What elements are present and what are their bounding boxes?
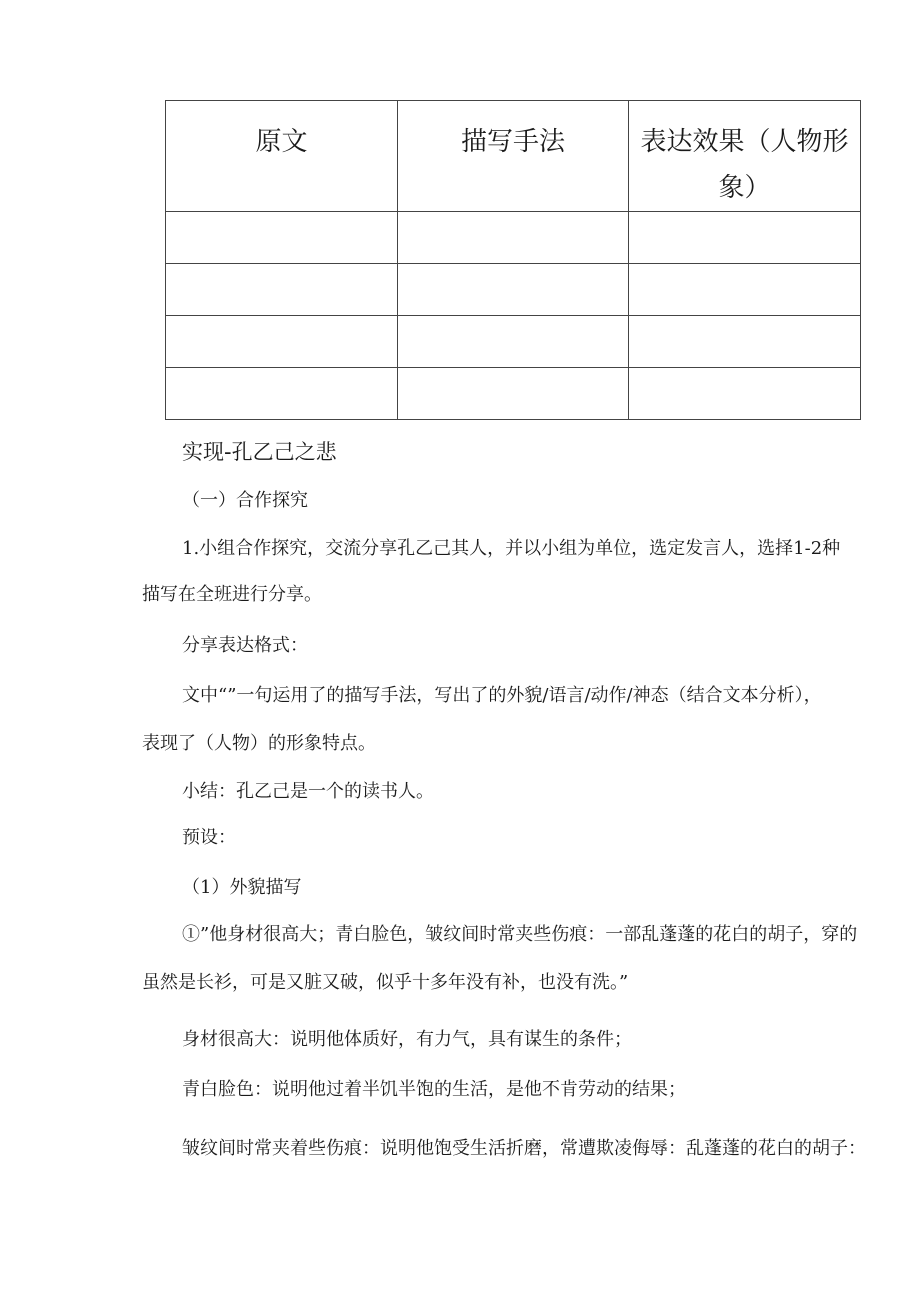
quote-line2: 虽然是长衫，可是又脏又破，似乎十多年没有补，也没有洗。”	[142, 972, 629, 993]
analysis-line1: 身材很高大：说明他体质好，有力气，具有谋生的条件；	[182, 1029, 632, 1050]
analysis-table	[165, 100, 861, 420]
summary-text: 小结：孔乙己是一个的读书人。	[182, 781, 434, 802]
format-text-line1: 文中“”一句运用了的描写手法，写出了的外貌/语言/动作/神态（结合文本分析），	[182, 685, 822, 706]
quote-line1: ①”他身材很高大；青白脸色，皱纹间时常夹些伤痕：一部乱蓬蓬的花白的胡子，穿的	[182, 924, 858, 945]
table-row	[166, 264, 861, 316]
table-row	[166, 316, 861, 368]
section-title: 实现-孔乙己之悲	[182, 440, 337, 464]
table-cell[interactable]	[629, 368, 861, 420]
table-cell[interactable]	[398, 212, 629, 264]
header-original-text: 原文	[166, 101, 398, 212]
appearance-heading: （1）外貌描写	[182, 877, 302, 898]
table-cell[interactable]	[166, 316, 398, 368]
task-text-line2: 描写在全班进行分享。	[142, 584, 322, 605]
table-cell[interactable]	[398, 316, 629, 368]
table-cell[interactable]	[398, 264, 629, 316]
header-effect: 表达效果（人物形象）	[629, 101, 861, 212]
format-label: 分享表达格式：	[182, 635, 308, 656]
table-cell[interactable]	[166, 212, 398, 264]
table-row	[166, 368, 861, 420]
table-cell[interactable]	[629, 212, 861, 264]
task-text-line1: 1.小组合作探究，交流分享孔乙己其人，并以小组为单位，选定发言人，选择1-2种	[182, 538, 841, 559]
subsection-title: （一）合作探究	[182, 490, 308, 511]
header-technique: 描写手法	[398, 101, 629, 212]
table-cell[interactable]	[166, 368, 398, 420]
table-cell[interactable]	[398, 368, 629, 420]
analysis-line2: 青白脸色：说明他过着半饥半饱的生活，是他不肯劳动的结果；	[182, 1079, 686, 1100]
format-text-line2: 表现了（人物）的形象特点。	[142, 733, 376, 754]
table-cell[interactable]	[629, 316, 861, 368]
table-cell[interactable]	[629, 264, 861, 316]
table-header-row	[166, 101, 861, 212]
analysis-line3: 皱纹间时常夹着些伤痕：说明他饱受生活折磨，常遭欺凌侮辱：乱蓬蓬的花白的胡子：	[182, 1138, 866, 1159]
table-cell[interactable]	[166, 264, 398, 316]
table-row	[166, 212, 861, 264]
preset-label: 预设：	[182, 827, 236, 848]
